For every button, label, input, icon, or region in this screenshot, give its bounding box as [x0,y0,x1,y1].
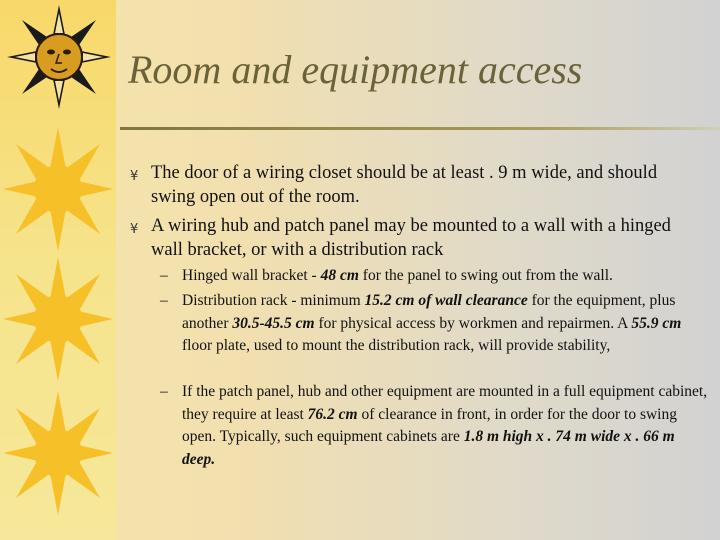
highlight-measure: 1.8 m high x . 74 m wide x . 66 m deep. [182,428,675,468]
bullet-marker: ¥ [130,169,139,184]
sub-bullet-text: Distribution rack - minimum 15.2 cm of wall clearance for the equipment, plus another 30.5-45.5 cm for physical access by workmen and repairmen. A 55.9 cm floor plate, used to mount the distribution rack, will provide stability, [182,292,682,354]
sub-bullet-item [160,265,710,288]
sub-bullet-marker: – [160,292,168,309]
sub-bullet-item [160,381,710,471]
highlight-measure: 15.2 cm of wall clearance [364,292,528,309]
highlight-measure: 48 cm [320,267,359,284]
sun-icon [2,126,114,252]
bullet-item [130,214,700,262]
title-divider [120,127,720,130]
bullet-item [130,161,700,209]
bullet-text: A wiring hub and patch panel may be mounted to a wall with a hinged wall bracket, or with a distribution rack [151,216,671,260]
sun-icon [2,256,114,382]
slide-title: Room and equipment access [128,47,583,92]
sun-icon [2,390,114,516]
sub-bullet-text: If the patch panel, hub and other equipment are mounted in a full equipment cabinet, they require at least 76.2 cm of clearance in front, in order for the door to swing open. Typically, such equipment cabinets are 1.8 m high x . 74 m wide x . 66 m deep. [182,383,708,468]
bullet-text: The door of a wiring closet should be at least . 9 m wide, and should swing open out of the room. [151,163,658,207]
sub-bullet-text: Hinged wall bracket - 48 cm for the panel to swing out from the wall. [182,267,613,284]
sub-bullet-marker: – [160,383,168,400]
sub-bullet-item [160,290,710,358]
sun-face-icon [6,4,112,110]
sub-bullet-marker: – [160,267,168,284]
highlight-measure: 76.2 cm [307,405,358,423]
highlight-measure: 30.5-45.5 cm [232,314,315,332]
highlight-measure: 55.9 cm [631,314,682,332]
bullet-marker: ¥ [130,222,139,237]
